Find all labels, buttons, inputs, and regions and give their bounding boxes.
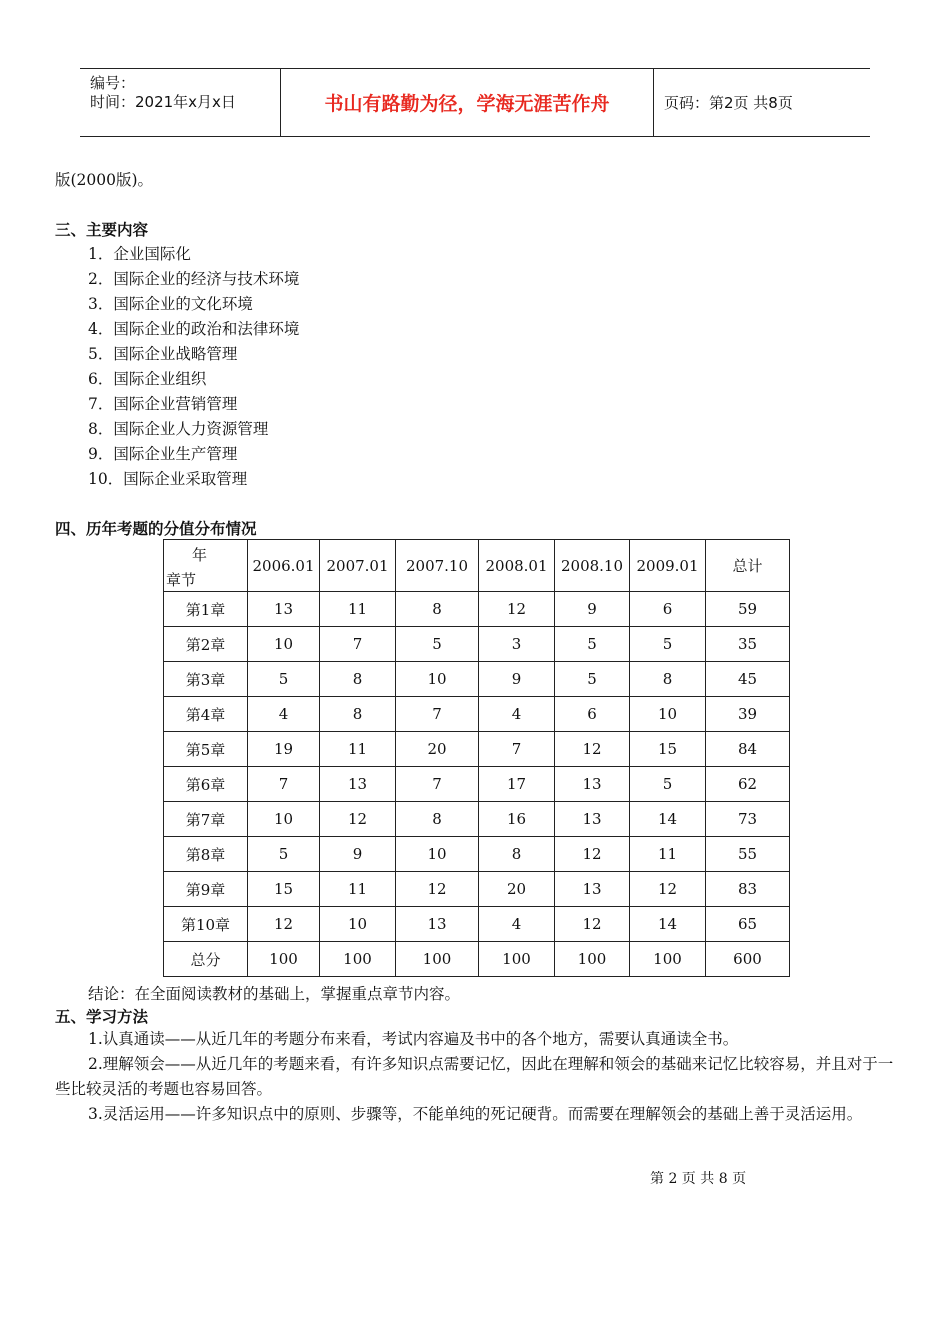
- page-header: [80, 68, 870, 137]
- doc-number-label: 编号：: [90, 74, 136, 92]
- table-cell: 73: [706, 802, 790, 837]
- list-item: 5．国际企业战略管理: [88, 345, 238, 363]
- table-cell: 7: [479, 732, 555, 767]
- row-label: 第5章: [164, 732, 248, 767]
- table-cell: 10: [396, 837, 479, 872]
- row-label: 第10章: [164, 907, 248, 942]
- table-cell: 5: [555, 627, 630, 662]
- corner-chapter-label: 章节: [166, 571, 197, 589]
- table-cell: 5: [630, 627, 706, 662]
- row-label: 第3章: [164, 662, 248, 697]
- column-header: 2007.10: [396, 540, 479, 592]
- page-footer: 第 2 页 共 8 页: [650, 1171, 747, 1187]
- list-item: 6．国际企业组织: [88, 370, 207, 388]
- table-cell: 11: [630, 837, 706, 872]
- row-label: 第2章: [164, 627, 248, 662]
- table-cell: 5: [396, 627, 479, 662]
- table-cell: 7: [248, 767, 320, 802]
- table-cell: 3: [479, 627, 555, 662]
- column-header: 2006.01: [248, 540, 320, 592]
- table-cell: 9: [555, 592, 630, 627]
- table-cell: 100: [630, 942, 706, 977]
- table-row: [164, 627, 790, 662]
- table-cell: 9: [479, 662, 555, 697]
- method-paragraph-1: 1.认真通读——从近几年的考题分布来看，考试内容遍及书中的各个地方，需要认真通读全书。: [88, 1030, 739, 1048]
- row-label: 第9章: [164, 872, 248, 907]
- table-cell: 4: [479, 697, 555, 732]
- table-row: [164, 802, 790, 837]
- table-cell: 5: [248, 837, 320, 872]
- table-cell: 5: [630, 767, 706, 802]
- section4-title: 四、历年考题的分值分布情况: [55, 520, 257, 538]
- continuation-text: 版(2000版)。: [55, 171, 154, 189]
- list-item: 3．国际企业的文化环境: [88, 295, 253, 313]
- table-cell: 55: [706, 837, 790, 872]
- row-label: 总分: [164, 942, 248, 977]
- table-cell: 11: [320, 592, 396, 627]
- score-table: [163, 539, 790, 977]
- table-cell: 20: [479, 872, 555, 907]
- row-label: 第4章: [164, 697, 248, 732]
- table-cell: 8: [320, 662, 396, 697]
- list-item: 4．国际企业的政治和法律环境: [88, 320, 300, 338]
- table-cell: 45: [706, 662, 790, 697]
- row-label: 第7章: [164, 802, 248, 837]
- table-cell: 7: [396, 697, 479, 732]
- table-cell: 15: [630, 732, 706, 767]
- table-cell: 14: [630, 802, 706, 837]
- table-cell: 39: [706, 697, 790, 732]
- table-cell: 13: [555, 872, 630, 907]
- table-row: [164, 872, 790, 907]
- table-row: [164, 767, 790, 802]
- table-cell: 11: [320, 872, 396, 907]
- table-cell: 12: [396, 872, 479, 907]
- table-cell: 12: [555, 732, 630, 767]
- table-cell: 12: [555, 837, 630, 872]
- table-row: [164, 837, 790, 872]
- column-header: 2007.01: [320, 540, 396, 592]
- method-paragraph-3: 3.灵活运用——许多知识点中的原则、步骤等，不能单纯的死记硬背。而需要在理解领会的基础上善于灵活运用。: [88, 1105, 863, 1123]
- section3-title: 三、主要内容: [55, 221, 149, 239]
- table-cell: 7: [396, 767, 479, 802]
- table-cell: 100: [479, 942, 555, 977]
- table-cell: 10: [630, 697, 706, 732]
- conclusion-text: 结论：在全面阅读教材的基础上，掌握重点章节内容。: [88, 985, 461, 1003]
- list-item: 1．企业国际化: [88, 245, 191, 263]
- table-cell: 4: [248, 697, 320, 732]
- table-cell: 62: [706, 767, 790, 802]
- table-cell: 20: [396, 732, 479, 767]
- list-item: 2．国际企业的经济与技术环境: [88, 270, 300, 288]
- table-row: [164, 592, 790, 627]
- table-cell: 13: [248, 592, 320, 627]
- table-cell: 12: [630, 872, 706, 907]
- table-cell: 83: [706, 872, 790, 907]
- table-cell: 11: [320, 732, 396, 767]
- table-cell: 84: [706, 732, 790, 767]
- table-cell: 13: [396, 907, 479, 942]
- table-cell: 8: [396, 802, 479, 837]
- row-label: 第6章: [164, 767, 248, 802]
- list-item: 8．国际企业人力资源管理: [88, 420, 269, 438]
- corner-year-label: 年: [192, 546, 208, 564]
- table-row: [164, 662, 790, 697]
- list-item: 7．国际企业营销管理: [88, 395, 238, 413]
- table-cell: 13: [555, 802, 630, 837]
- doc-date-label: 时间：2021年x月x日: [90, 93, 236, 111]
- table-cell: 65: [706, 907, 790, 942]
- table-row: [164, 697, 790, 732]
- table-cell: 100: [320, 942, 396, 977]
- table-cell: 15: [248, 872, 320, 907]
- table-cell: 19: [248, 732, 320, 767]
- table-cell: 9: [320, 837, 396, 872]
- table-cell: 100: [555, 942, 630, 977]
- list-item: 10．国际企业采取管理: [88, 470, 248, 488]
- table-row: [164, 907, 790, 942]
- table-cell: 12: [248, 907, 320, 942]
- table-cell: 600: [706, 942, 790, 977]
- table-cell: 13: [320, 767, 396, 802]
- table-header-row: [164, 540, 790, 592]
- table-row: [164, 942, 790, 977]
- table-cell: 5: [248, 662, 320, 697]
- column-header: 2008.01: [479, 540, 555, 592]
- row-label: 第1章: [164, 592, 248, 627]
- table-cell: 10: [248, 627, 320, 662]
- table-cell: 4: [479, 907, 555, 942]
- table-cell: 13: [555, 767, 630, 802]
- table-cell: 8: [320, 697, 396, 732]
- table-cell: 12: [320, 802, 396, 837]
- table-cell: 6: [630, 592, 706, 627]
- table-cell: 12: [555, 907, 630, 942]
- table-cell: 10: [396, 662, 479, 697]
- table-cell: 17: [479, 767, 555, 802]
- table-cell: 10: [248, 802, 320, 837]
- table-cell: 59: [706, 592, 790, 627]
- table-cell: 5: [555, 662, 630, 697]
- header-page-code: 页码：第2页 共8页: [664, 94, 793, 112]
- header-meta: [80, 69, 281, 136]
- list-item: 9．国际企业生产管理: [88, 445, 238, 463]
- table-cell: 7: [320, 627, 396, 662]
- table-cell: 12: [479, 592, 555, 627]
- table-cell: 8: [479, 837, 555, 872]
- table-cell: 8: [630, 662, 706, 697]
- row-label: 第8章: [164, 837, 248, 872]
- table-corner-cell: [164, 540, 248, 592]
- table-cell: 35: [706, 627, 790, 662]
- table-cell: 8: [396, 592, 479, 627]
- column-header: 2008.10: [555, 540, 630, 592]
- section5-title: 五、学习方法: [55, 1008, 149, 1026]
- header-motto: 书山有路勤为径，学海无涯苦作舟: [281, 69, 654, 136]
- table-cell: 100: [248, 942, 320, 977]
- table-row: [164, 732, 790, 767]
- content-list: [88, 242, 299, 492]
- table-cell: 6: [555, 697, 630, 732]
- table-cell: 10: [320, 907, 396, 942]
- column-header: 2009.01: [630, 540, 706, 592]
- table-cell: 100: [396, 942, 479, 977]
- table-cell: 14: [630, 907, 706, 942]
- column-header: 总计: [706, 540, 790, 592]
- table-cell: 16: [479, 802, 555, 837]
- method-paragraph-2: 2.理解领会——从近几年的考题来看，有许多知识点需要记忆，因此在理解和领会的基础来记忆比较容易，并且对于一些比较灵活的考题也容易回答。: [55, 1055, 894, 1098]
